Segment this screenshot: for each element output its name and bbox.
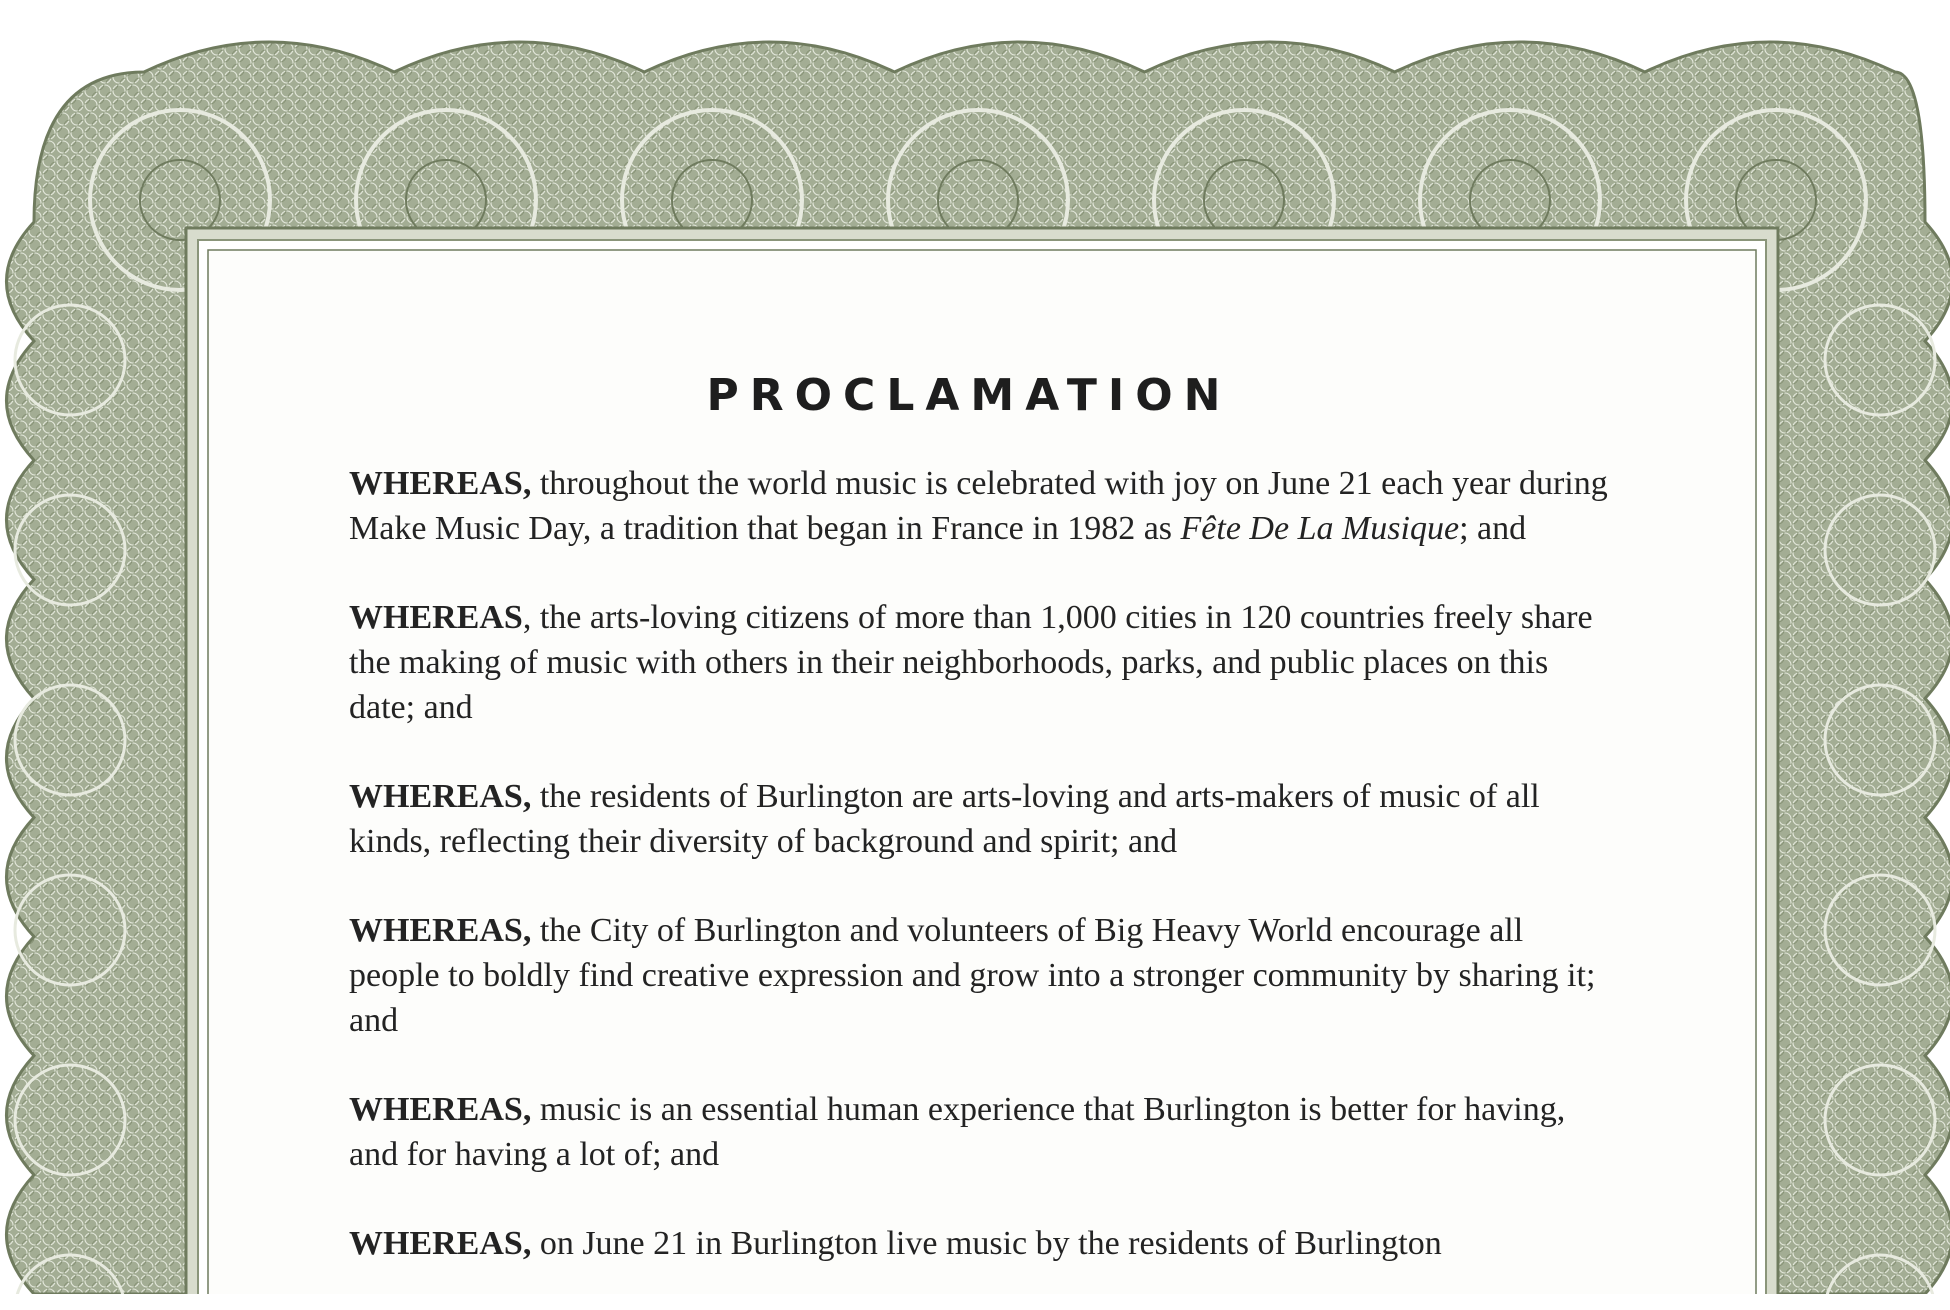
paragraph-text: the City of Burlington and volunteers of Big Heavy World encourage all people to boldly find creative expression and grow into a stronger community by sharing it; and bbox=[349, 912, 1596, 1039]
paragraph-lead: WHEREAS, bbox=[349, 465, 532, 502]
paragraph-text-end: ; and bbox=[1459, 510, 1527, 547]
whereas-paragraph bbox=[349, 908, 1609, 1043]
paragraph-text: music is an essential human experience that Burlington is better for having, and for having a lot of; and bbox=[349, 1091, 1566, 1173]
paragraph-lead: WHEREAS, bbox=[349, 912, 532, 949]
paragraph-lead: WHEREAS, bbox=[349, 1225, 532, 1262]
paragraph-text: on June 21 in Burlington live music by the residents of Burlington bbox=[531, 1225, 1442, 1262]
paragraph-text: , the arts-loving citizens of more than 1,000 cities in 120 countries freely share the making of music with others in their neighborhoods, parks, and public places on this date; and bbox=[349, 599, 1593, 726]
whereas-paragraph bbox=[349, 1221, 1609, 1266]
paragraph-list bbox=[349, 461, 1609, 1266]
whereas-paragraph bbox=[349, 774, 1609, 864]
paragraph-text: the residents of Burlington are arts-loving and arts-makers of music of all kinds, reflecting their diversity of background and spirit; and bbox=[349, 778, 1540, 860]
whereas-paragraph bbox=[349, 595, 1609, 730]
paragraph-lead: WHEREAS, bbox=[349, 778, 532, 815]
paragraph-lead: WHEREAS, bbox=[349, 1091, 532, 1128]
whereas-paragraph bbox=[349, 461, 1609, 551]
proclamation-body bbox=[349, 340, 1609, 1310]
paragraph-lead: WHEREAS bbox=[349, 599, 523, 636]
paragraph-italic: Fête De La Musique bbox=[1180, 510, 1460, 547]
paragraph-text: throughout the world music is celebrated with joy on June 21 each year during Make Music Day, a tradition that began in France in 1982 as bbox=[349, 465, 1608, 547]
page-title: PROCLAMATION bbox=[706, 370, 1232, 421]
whereas-paragraph bbox=[349, 1087, 1609, 1177]
